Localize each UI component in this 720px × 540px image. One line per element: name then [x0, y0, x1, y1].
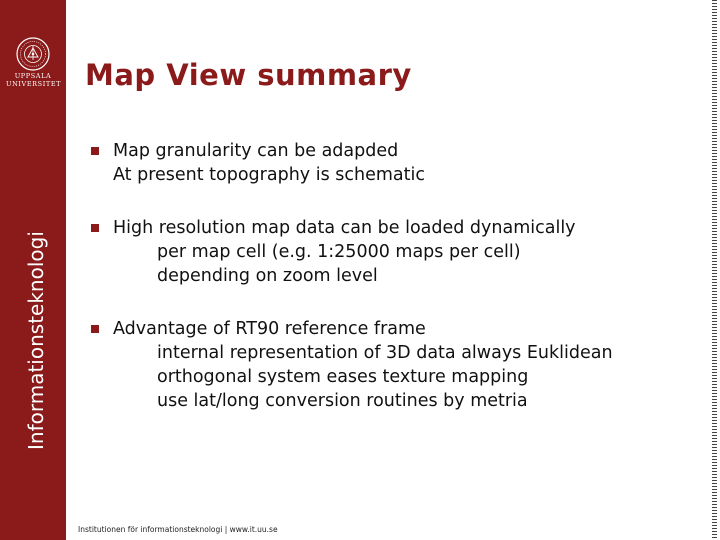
bullet-line: internal representation of 3D data always Euklidean [157, 343, 613, 363]
university-logo [6, 36, 60, 88]
bullet-line: per map cell (e.g. 1:25000 maps per cell) [157, 242, 521, 262]
sidebar [0, 0, 66, 540]
bullet-item [91, 139, 671, 187]
square-bullet-icon [91, 325, 99, 333]
bullet-line: depending on zoom level [157, 266, 378, 286]
bullet-line: Advantage of RT90 reference frame [113, 319, 426, 339]
square-bullet-icon [91, 147, 99, 155]
logo-text-line1: UPPSALA [14, 72, 52, 80]
bullet-item [91, 216, 671, 288]
bullet-line: At present topography is schematic [113, 165, 425, 185]
footer-text: Institutionen för informationsteknologi | www.it.uu.se [78, 525, 278, 534]
square-bullet-icon [91, 224, 99, 232]
bullet-item [91, 317, 671, 413]
bullet-line: High resolution map data can be loaded dynamically [113, 218, 576, 238]
department-vertical-title: Informationsteknologi [24, 231, 48, 450]
slide-title: Map View summary [85, 58, 412, 92]
bullet-line: Map granularity can be adapded [113, 141, 399, 161]
bullet-line: orthogonal system eases texture mapping [157, 367, 529, 387]
uppsala-seal-icon [15, 36, 51, 72]
bullet-line: use lat/long conversion routines by metria [157, 391, 528, 411]
right-edge-rule [712, 0, 717, 540]
logo-text-line2: UNIVERSITET [6, 80, 62, 88]
